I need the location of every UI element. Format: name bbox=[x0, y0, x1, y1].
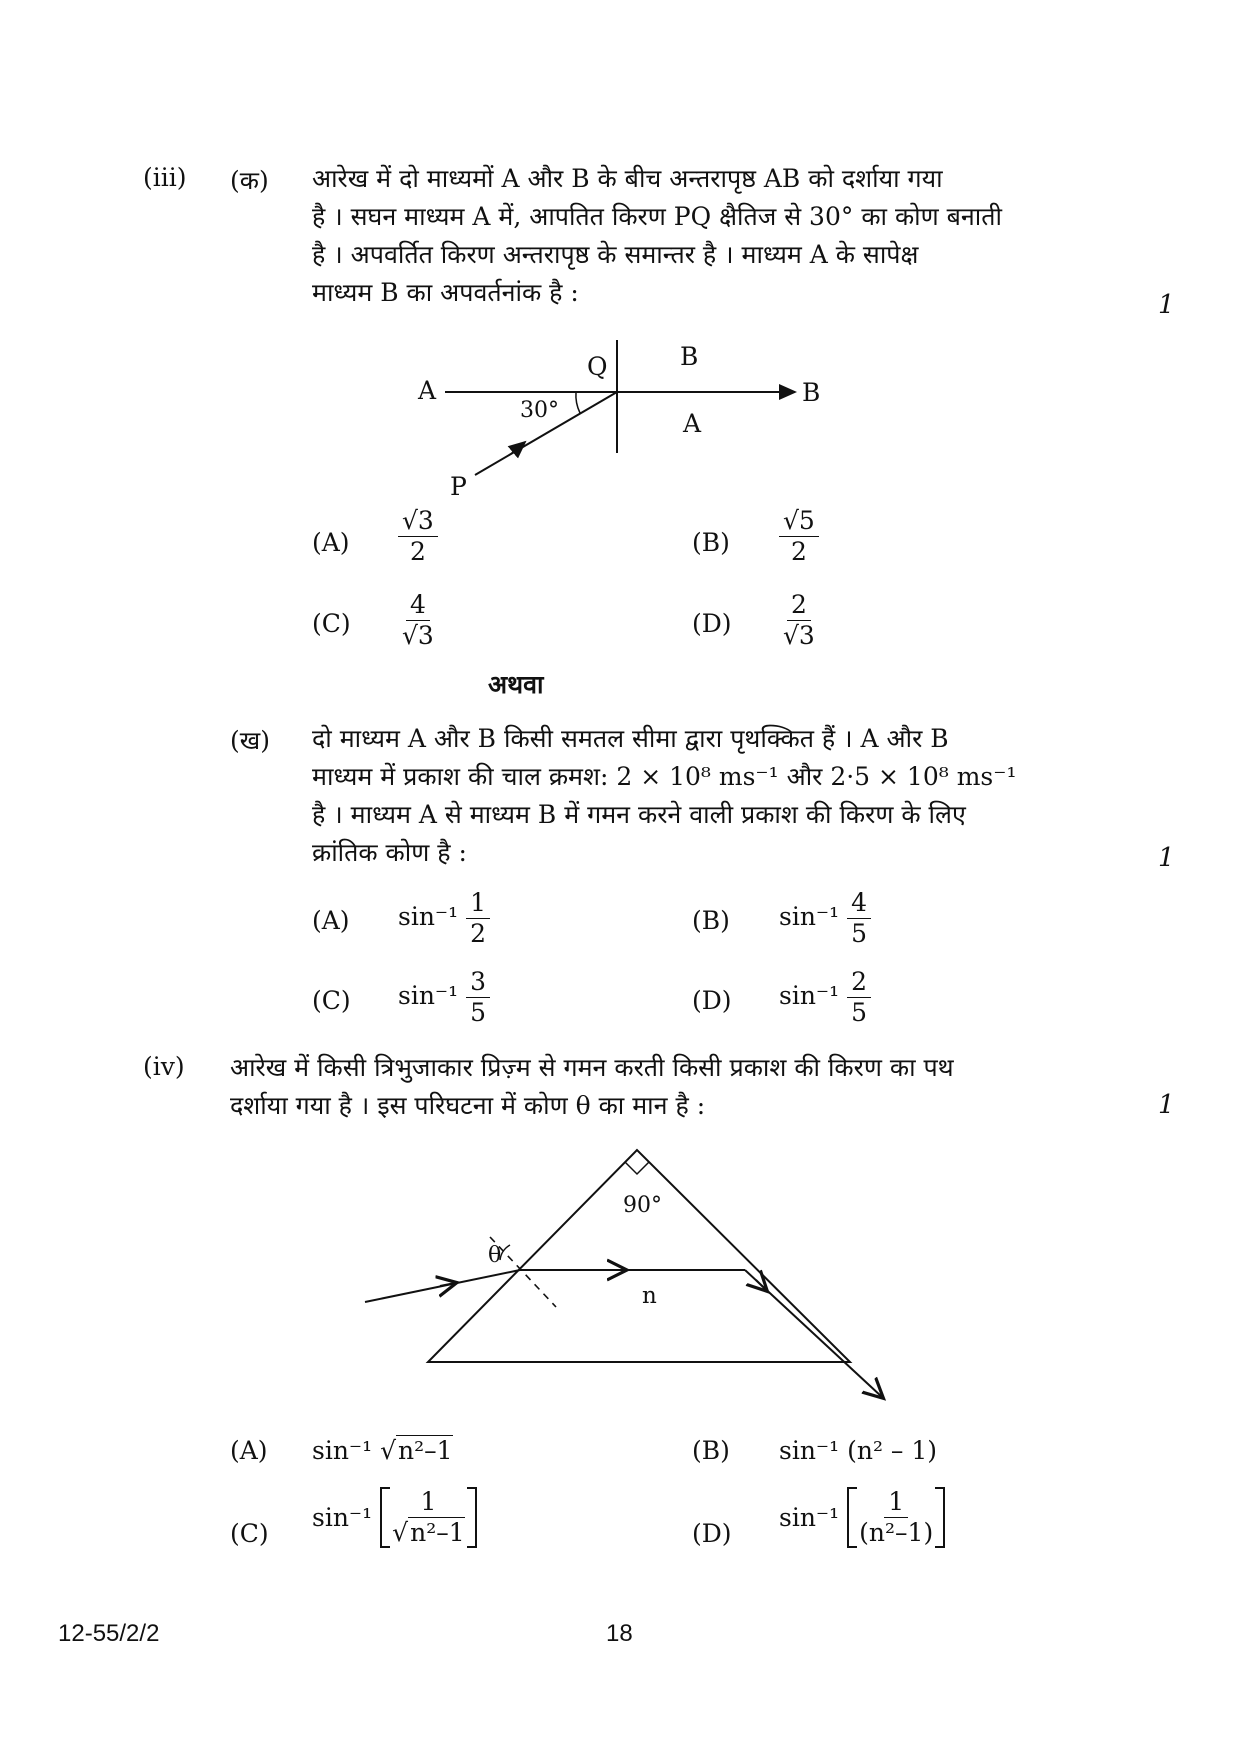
radicand: n²–1 bbox=[410, 1518, 465, 1547]
option-label: (B) bbox=[692, 1436, 730, 1465]
numerator: √3 bbox=[398, 506, 438, 537]
label-medium-a: A bbox=[683, 409, 702, 438]
apex-angle-label: 90° bbox=[623, 1193, 662, 1218]
label-a-left: A bbox=[418, 376, 437, 405]
question-line: क्रांतिक कोण है : bbox=[312, 838, 467, 867]
angle-label: 30° bbox=[520, 398, 559, 423]
option-label: (B) bbox=[692, 528, 730, 557]
denominator: 2 bbox=[470, 919, 487, 948]
option-label: (A) bbox=[312, 528, 350, 557]
numerator: 4 bbox=[847, 888, 871, 919]
option-d-value bbox=[779, 1487, 945, 1548]
numerator: 1 bbox=[416, 1487, 440, 1518]
sqrt-sign: √ bbox=[392, 1518, 409, 1547]
label-p: P bbox=[450, 472, 467, 501]
option-b-value bbox=[779, 888, 871, 949]
numerator: √5 bbox=[779, 506, 819, 537]
interface-diagram bbox=[400, 335, 840, 505]
option-d-value bbox=[779, 967, 871, 1028]
label-q: Q bbox=[587, 352, 608, 381]
option-a-value bbox=[398, 506, 438, 567]
angle-arc bbox=[576, 392, 580, 413]
numerator: 2 bbox=[787, 590, 811, 621]
denominator: 5 bbox=[470, 998, 487, 1027]
subpart-label-kha: (ख) bbox=[230, 726, 270, 755]
option-c-value bbox=[398, 967, 490, 1028]
question-iii-text bbox=[312, 160, 1112, 312]
option-a-value bbox=[312, 1436, 453, 1465]
option-label: (C) bbox=[312, 609, 351, 638]
question-line: आरेख में किसी त्रिभुजाकार प्रिज़्म से गमन करती किसी प्रकाश की किरण का पथ bbox=[230, 1053, 954, 1082]
option-b-value: sin⁻¹ (n² – 1) bbox=[779, 1436, 938, 1465]
function-name: sin⁻¹ bbox=[312, 1503, 373, 1532]
denominator: 5 bbox=[851, 919, 868, 948]
function-name: sin⁻¹ bbox=[398, 981, 459, 1010]
denominator: 2 bbox=[409, 537, 426, 566]
function-name: sin⁻¹ bbox=[398, 902, 459, 931]
numerator: 4 bbox=[406, 590, 430, 621]
radicand: n²–1 bbox=[398, 1436, 453, 1465]
marks: 1 bbox=[1158, 843, 1175, 873]
sqrt-sign: √ bbox=[380, 1436, 397, 1465]
function-name: sin⁻¹ bbox=[312, 1436, 373, 1465]
theta-label: θ bbox=[488, 1243, 502, 1268]
numerator: 1 bbox=[884, 1487, 908, 1518]
option-label: (D) bbox=[692, 1519, 732, 1548]
bracket-group bbox=[847, 1487, 945, 1548]
option-label: (B) bbox=[692, 906, 730, 935]
option-label: (C) bbox=[312, 986, 351, 1015]
denominator: 2 bbox=[790, 537, 807, 566]
option-d-value bbox=[779, 590, 819, 651]
option-label: (D) bbox=[692, 609, 732, 638]
denominator: √3 bbox=[783, 621, 815, 650]
question-line: माध्यम में प्रकाश की चाल क्रमश: 2 × 10⁸ ms⁻¹ और 2·5 × 10⁸ ms⁻¹ bbox=[312, 762, 1017, 791]
numerator: 1 bbox=[466, 888, 490, 919]
or-separator: अथवा bbox=[488, 670, 544, 699]
denominator: (n²–1) bbox=[859, 1518, 934, 1547]
option-c-value bbox=[398, 590, 438, 651]
denominator bbox=[388, 1518, 468, 1548]
question-number-iv: (iv) bbox=[143, 1052, 185, 1081]
question-line: है । सघन माध्यम A में, आपतित किरण PQ क्षैतिज से 30° का कोण बनाती bbox=[312, 202, 1002, 231]
right-angle-mark bbox=[625, 1162, 649, 1174]
page-number: 18 bbox=[606, 1620, 633, 1647]
option-b-value bbox=[779, 506, 819, 567]
question-iii-b-text bbox=[312, 720, 1112, 872]
numerator: 3 bbox=[466, 967, 490, 998]
option-label: (A) bbox=[230, 1436, 268, 1465]
function-name: sin⁻¹ bbox=[779, 981, 840, 1010]
question-line: है । माध्यम A से माध्यम B में गमन करने वाली प्रकाश की किरण के लिए bbox=[312, 800, 966, 829]
bracket-group bbox=[380, 1487, 476, 1548]
option-c-value bbox=[312, 1487, 477, 1548]
question-line: माध्यम B का अपवर्तनांक है : bbox=[312, 278, 579, 307]
marks: 1 bbox=[1158, 290, 1175, 320]
question-number-iii: (iii) bbox=[143, 163, 187, 192]
ray-arrow bbox=[756, 1280, 766, 1290]
denominator: 5 bbox=[851, 998, 868, 1027]
marks: 1 bbox=[1158, 1090, 1175, 1120]
numerator: 2 bbox=[847, 967, 871, 998]
option-label: (D) bbox=[692, 986, 732, 1015]
prism-diagram bbox=[360, 1140, 900, 1410]
label-medium-b: B bbox=[680, 342, 699, 371]
question-line: दो माध्यम A और B किसी समतल सीमा द्वारा पृथक्कित हैं । A और B bbox=[312, 724, 949, 753]
label-b-right: B bbox=[802, 378, 821, 407]
question-line: है । अपवर्तित किरण अन्तरापृष्ठ के समान्तर है । माध्यम A के सापेक्ष bbox=[312, 240, 919, 269]
subpart-label-ka: (क) bbox=[230, 166, 269, 195]
question-iv-text bbox=[230, 1049, 1112, 1125]
option-a-value bbox=[398, 888, 490, 949]
index-label: n bbox=[642, 1283, 657, 1309]
paper-code: 12-55/2/2 bbox=[58, 1620, 160, 1647]
question-line: आरेख में दो माध्यमों A और B के बीच अन्तरापृष्ठ AB को दर्शाया गया bbox=[312, 164, 943, 193]
option-label: (A) bbox=[312, 906, 350, 935]
denominator: √3 bbox=[402, 621, 434, 650]
function-name: sin⁻¹ bbox=[779, 1503, 840, 1532]
option-label: (C) bbox=[230, 1519, 269, 1548]
function-name: sin⁻¹ bbox=[779, 902, 840, 931]
question-line: दर्शाया गया है । इस परिघटना में कोण θ का मान है : bbox=[230, 1091, 706, 1120]
